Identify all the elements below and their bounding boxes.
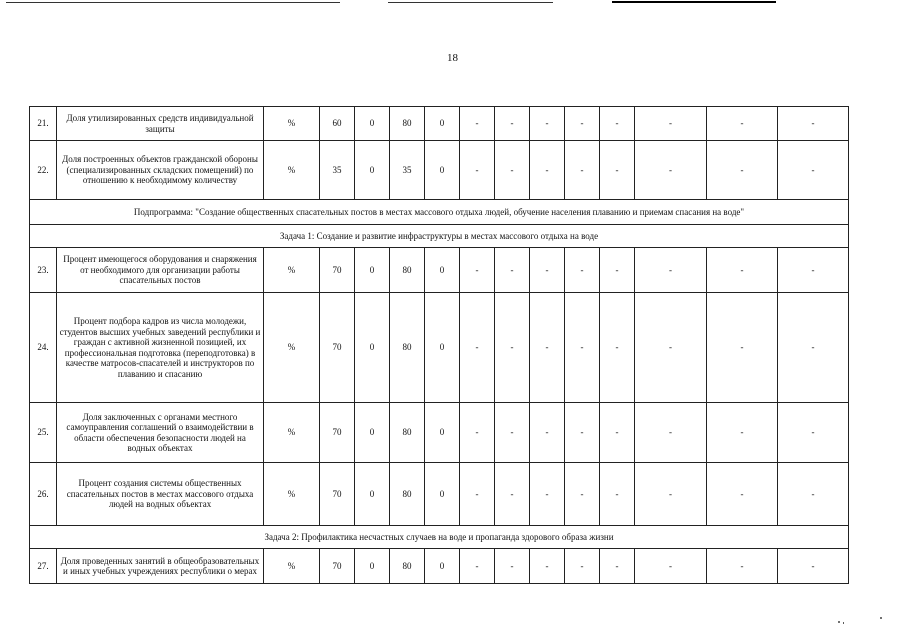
- value-cell: 35: [320, 141, 355, 200]
- table-row: [30, 248, 849, 293]
- dash-cell: -: [460, 549, 495, 584]
- value-cell: 0: [355, 463, 390, 526]
- dash-cell: -: [565, 549, 600, 584]
- value-cell: 70: [320, 293, 355, 403]
- dash-cell: -: [600, 141, 635, 200]
- indicator-description: Доля проведенных занятий в общеобразовательных и иных учебных учреждениях республики о мерах: [57, 549, 264, 584]
- table-row: [30, 141, 849, 200]
- table-row: [30, 293, 849, 403]
- value-cell: 80: [390, 107, 425, 141]
- dash-cell: -: [530, 463, 565, 526]
- dash-cell: -: [495, 293, 530, 403]
- value-cell: 35: [390, 141, 425, 200]
- unit-cell: %: [264, 463, 320, 526]
- value-cell: 80: [390, 293, 425, 403]
- scan-speck: [843, 622, 844, 624]
- dash-cell: -: [460, 403, 495, 463]
- dash-cell: -: [600, 107, 635, 141]
- value-cell: 70: [320, 549, 355, 584]
- dash-cell: -: [707, 549, 778, 584]
- dash-cell: -: [460, 107, 495, 141]
- unit-cell: %: [264, 107, 320, 141]
- indicator-description: Процент имеющегося оборудования и снаряжения от необходимого для организации работы спасательных постов: [57, 248, 264, 293]
- dash-cell: -: [530, 141, 565, 200]
- dash-cell: -: [635, 403, 707, 463]
- dash-cell: -: [600, 248, 635, 293]
- dash-cell: -: [778, 463, 849, 526]
- indicator-description: Доля заключенных с органами местного самоуправления соглашений о взаимодействии в области обеспечения безопасности людей на водных объектах: [57, 403, 264, 463]
- value-cell: 0: [355, 248, 390, 293]
- dash-cell: -: [600, 293, 635, 403]
- dash-cell: -: [778, 107, 849, 141]
- dash-cell: -: [530, 293, 565, 403]
- value-cell: 80: [390, 549, 425, 584]
- indicator-description: Доля построенных объектов гражданской обороны (специализированных складских помещений) по отношению к необходимому количеству: [57, 141, 264, 200]
- value-cell: 70: [320, 403, 355, 463]
- dash-cell: -: [600, 403, 635, 463]
- indicator-description: Процент создания системы общественных спасательных постов в местах массового отдыха людей на водных объектах: [57, 463, 264, 526]
- value-cell: 70: [320, 463, 355, 526]
- value-cell: 0: [355, 293, 390, 403]
- value-cell: 0: [425, 141, 460, 200]
- row-number: 27.: [30, 549, 57, 584]
- dash-cell: -: [707, 293, 778, 403]
- row-number: 22.: [30, 141, 57, 200]
- value-cell: 80: [390, 248, 425, 293]
- section-heading: Задача 2: Профилактика несчастных случаев на воде и пропаганда здорового образа жизни: [30, 526, 849, 549]
- dash-cell: -: [778, 549, 849, 584]
- section-heading: Подпрограмма: "Создание общественных спасательных постов в местах массового отдыха людей, обучение населения плаванию и приемам спасания на воде": [30, 200, 849, 225]
- dash-cell: -: [707, 107, 778, 141]
- row-number: 26.: [30, 463, 57, 526]
- dash-cell: -: [635, 463, 707, 526]
- value-cell: 0: [355, 141, 390, 200]
- dash-cell: -: [460, 141, 495, 200]
- table-row: [30, 463, 849, 526]
- unit-cell: %: [264, 248, 320, 293]
- dash-cell: -: [495, 549, 530, 584]
- dash-cell: -: [460, 248, 495, 293]
- dash-cell: -: [707, 248, 778, 293]
- dash-cell: -: [778, 141, 849, 200]
- row-number: 23.: [30, 248, 57, 293]
- dash-cell: -: [530, 549, 565, 584]
- section-row: [30, 225, 849, 248]
- top-rule-middle: [388, 2, 553, 3]
- dash-cell: -: [495, 248, 530, 293]
- value-cell: 0: [425, 549, 460, 584]
- table-row: [30, 403, 849, 463]
- dash-cell: -: [707, 141, 778, 200]
- top-rule-left: [6, 2, 340, 3]
- scan-speck: [838, 621, 840, 623]
- indicator-description: Процент подбора кадров из числа молодежи, студентов высших учебных заведений республики и граждан с активной жизненной позицией, их профессиональная подготовка (переподготовка) в качестве матросов-спасателей и инструкторов по плаванию и спасанию: [57, 293, 264, 403]
- dash-cell: -: [495, 463, 530, 526]
- dash-cell: -: [565, 107, 600, 141]
- dash-cell: -: [778, 248, 849, 293]
- section-heading: Задача 1: Создание и развитие инфраструктуры в местах массового отдыха на воде: [30, 225, 849, 248]
- dash-cell: -: [530, 248, 565, 293]
- value-cell: 0: [355, 107, 390, 141]
- dash-cell: -: [635, 293, 707, 403]
- dash-cell: -: [495, 403, 530, 463]
- value-cell: 70: [320, 248, 355, 293]
- value-cell: 0: [355, 549, 390, 584]
- table-body: [30, 107, 849, 584]
- dash-cell: -: [635, 549, 707, 584]
- value-cell: 0: [425, 107, 460, 141]
- value-cell: 0: [355, 403, 390, 463]
- section-row: [30, 526, 849, 549]
- indicator-description: Доля утилизированных средств индивидуальной защиты: [57, 107, 264, 141]
- row-number: 21.: [30, 107, 57, 141]
- dash-cell: -: [600, 549, 635, 584]
- dash-cell: -: [565, 248, 600, 293]
- dash-cell: -: [600, 463, 635, 526]
- dash-cell: -: [565, 141, 600, 200]
- dash-cell: -: [460, 293, 495, 403]
- dash-cell: -: [565, 293, 600, 403]
- top-rule-right: [612, 1, 776, 3]
- dash-cell: -: [565, 403, 600, 463]
- scan-speck: [880, 617, 882, 619]
- dash-cell: -: [565, 463, 600, 526]
- value-cell: 0: [425, 463, 460, 526]
- page-number: 18: [447, 52, 458, 64]
- dash-cell: -: [495, 141, 530, 200]
- dash-cell: -: [635, 107, 707, 141]
- value-cell: 60: [320, 107, 355, 141]
- row-number: 24.: [30, 293, 57, 403]
- value-cell: 0: [425, 248, 460, 293]
- dash-cell: -: [530, 107, 565, 141]
- indicators-table: [29, 106, 849, 584]
- table-row: [30, 107, 849, 141]
- dash-cell: -: [635, 248, 707, 293]
- dash-cell: -: [778, 293, 849, 403]
- dash-cell: -: [460, 463, 495, 526]
- dash-cell: -: [635, 141, 707, 200]
- value-cell: 0: [425, 293, 460, 403]
- section-row: [30, 200, 849, 225]
- unit-cell: %: [264, 293, 320, 403]
- dash-cell: -: [707, 463, 778, 526]
- unit-cell: %: [264, 403, 320, 463]
- table-row: [30, 549, 849, 584]
- value-cell: 80: [390, 403, 425, 463]
- value-cell: 80: [390, 463, 425, 526]
- dash-cell: -: [495, 107, 530, 141]
- unit-cell: %: [264, 141, 320, 200]
- dash-cell: -: [707, 403, 778, 463]
- dash-cell: -: [530, 403, 565, 463]
- value-cell: 0: [425, 403, 460, 463]
- unit-cell: %: [264, 549, 320, 584]
- row-number: 25.: [30, 403, 57, 463]
- dash-cell: -: [778, 403, 849, 463]
